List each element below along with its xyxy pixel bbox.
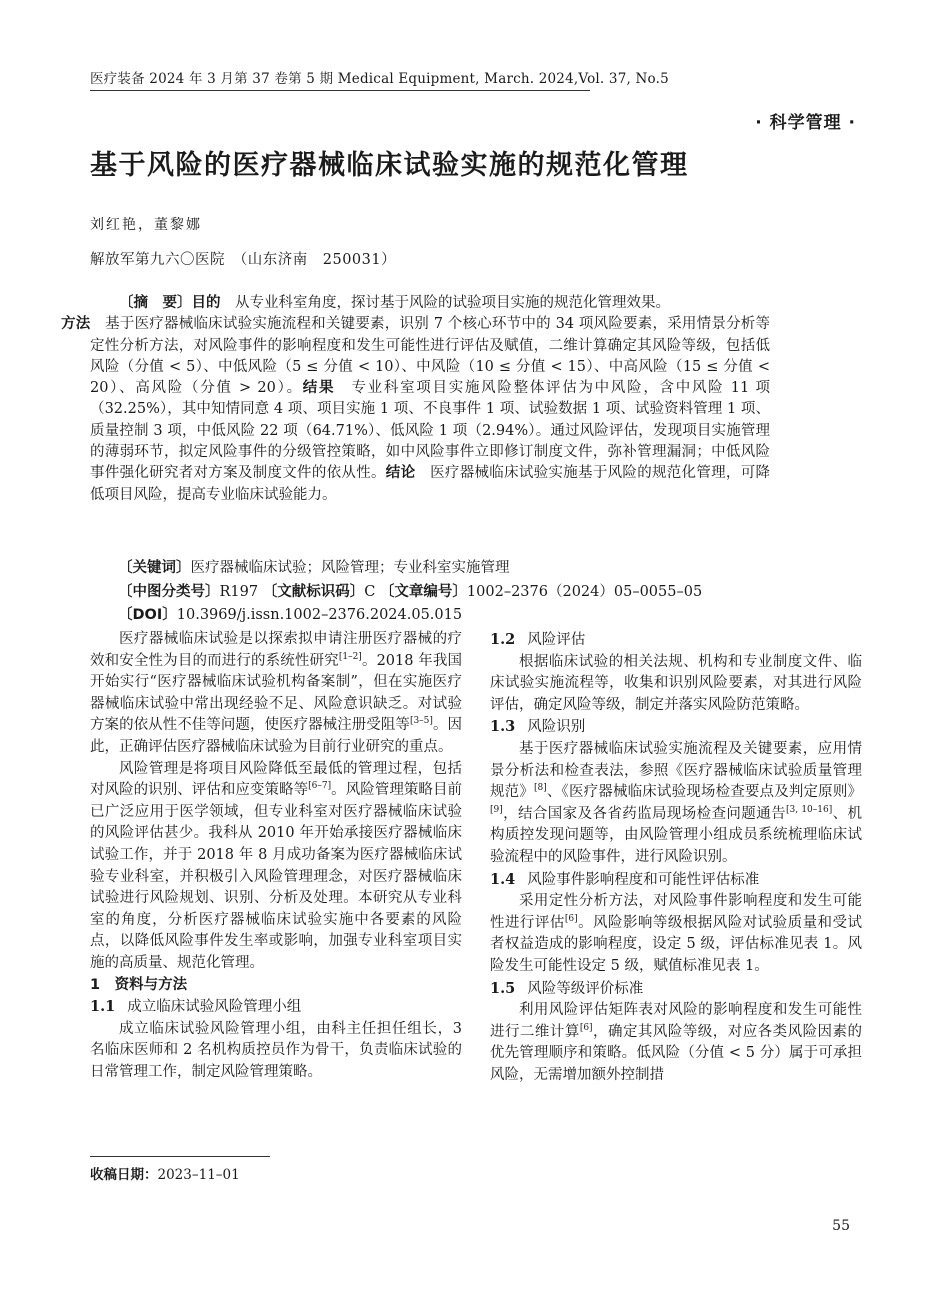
keywords-text: 医疗器械临床试验；风险管理；专业科室实施管理 bbox=[190, 560, 510, 576]
keywords-line bbox=[118, 558, 510, 579]
affiliation: 解放军第九六〇医院 （山东济南 250031） bbox=[90, 252, 397, 268]
citation[interactable]: [6] bbox=[579, 1022, 593, 1033]
received-label: 收稿日期： bbox=[90, 1167, 158, 1183]
abstract-purpose: 从专业科室角度，探讨基于风险的试验项目实施的规范化管理效果。 bbox=[220, 295, 670, 311]
section-heading-1-2: 1.2 风险评估 bbox=[490, 631, 586, 648]
body-paragraph: 医疗器械临床试验是以探索拟申请注册医疗器械的疗效和安全性为目的而进行的系统性研究[1–2]。2018 年我国开始实行“医疗器械临床试验机构备案制”，但在实施医疗器械临床试验中常出现经验不足、风险意识缺乏。对试验方案的依从性不佳等问题，使医疗器械注册受阻等[3–5]。因此，正确评估医疗器械临床试验为目前行业研究的重点。 bbox=[90, 631, 463, 755]
right-column bbox=[490, 629, 862, 1086]
doi-label: 〔DOI〕 bbox=[118, 607, 177, 623]
citation[interactable]: [3–5] bbox=[409, 716, 433, 727]
doi-value[interactable]: 10.3969/j.issn.1002–2376.2024.05.015 bbox=[176, 607, 463, 623]
footnote-rule bbox=[90, 1156, 270, 1157]
received-date bbox=[90, 1163, 240, 1183]
keywords-label: 〔关键词〕 bbox=[118, 560, 191, 576]
abstract-method-heading: 方法 bbox=[61, 316, 91, 333]
body-paragraph: 基于医疗器械临床试验实施流程及关键要素，应用情景分析法和检查表法，参照《医疗器械临床试验质量管理规范》[8]、《医疗器械临床试验现场检查要点及判定原则》[9]，结合国家及各省药监局现场检查问题通告[3, 10–16]、机构质控发现问题等，由风险管理小组成员系统梳理临床试验流程中的风险事件，进行风险识别。 bbox=[490, 740, 863, 865]
article-number-value: 1002–2376（2024）05–0055–05 bbox=[466, 584, 703, 600]
header-rule bbox=[90, 90, 590, 91]
citation[interactable]: [8] bbox=[533, 783, 547, 794]
abstract-conclusion-heading: 结论 bbox=[385, 465, 416, 482]
section-heading-1-5: 1.5 风险等级评价标准 bbox=[490, 979, 644, 997]
doc-code-value: C bbox=[364, 584, 376, 600]
article-title: 基于风险的医疗器械临床试验实施的规范化管理 bbox=[90, 150, 689, 181]
abstract-conclusion: 医疗器械临床试验实施基于风险的规范化管理，可降低项目风险，提高专业临床试验能力。 bbox=[90, 465, 771, 503]
body-paragraph: 利用风险评估矩阵表对风险的影响程度和发生可能性进行二维计算[6]，确定其风险等级，对应各类风险因素的优先管理顺序和策略。低风险（分值 < 5 分）属于可承担风险，无需增加额外控制措 bbox=[490, 1002, 862, 1083]
citation[interactable]: [6] bbox=[564, 913, 578, 924]
abstract-result-heading: 结果 bbox=[302, 380, 336, 397]
running-header: 医疗装备 2024 年 3 月第 37 卷第 5 期 Medical Equipment, March. 2024,Vol. 37, No.5 bbox=[90, 71, 669, 87]
article-number-label: 〔文章编号〕 bbox=[379, 584, 467, 600]
classification-line bbox=[118, 582, 702, 603]
citation[interactable]: [6–7] bbox=[308, 781, 332, 792]
clc-value: R197 bbox=[219, 584, 259, 600]
body-paragraph: 采用定性分析方法，对风险事件影响程度和发生可能性进行评估[6]。风险影响等级根据风险对试验质量和受试者权益造成的影响程度，设定 5 级，评估标准见表 1。风险发生可能性设定 5 级，赋值标准见表 1。 bbox=[490, 893, 862, 974]
section-heading-1: 1 资料与方法 bbox=[90, 976, 188, 993]
received-value: 2023–11–01 bbox=[157, 1167, 240, 1183]
citation[interactable]: [3, 10–16] bbox=[785, 804, 833, 815]
left-column bbox=[90, 629, 462, 1083]
page-number: 55 bbox=[832, 1218, 850, 1234]
section-heading-1-4: 1.4 风险事件影响程度和可能性评估标准 bbox=[490, 870, 760, 888]
section-heading-1-1: 1.1 成立临床试验风险管理小组 bbox=[90, 998, 302, 1016]
body-paragraph: 风险管理是将项目风险降低至最低的管理过程，包括对风险的识别、评估和应变策略等[6–7]。风险管理策略目前已广泛应用于医学领域，但专业科室对医疗器械临床试验的风险评估甚少。我科从 2010 年开始承接医疗器械临床试验工作，并于 2018 年 8 月成功备案为医疗器械临床试验专业科室，并积极引入风险管理理念，对医疗器械临床试验进行风险规划、识别、分析及处理。本研究从专业科室的角度，分析医疗器械临床试验实施中各要素的风险点，以降低风险事件发生率或影响，加强专业科室项目实施的高质量、规范化管理。 bbox=[90, 760, 463, 971]
abstract-result: 专业科室项目实施风险整体评估为中风险，含中风险 11 项（32.25%），其中知情同意 4 项、项目实施 1 项、不良事件 1 项、试验数据 1 项、试验资料管理 1 项、质量控制 3 项，中低风险 22 项（64.71%）、低风险 1 项（2.94%）。通过风险评估，发现项目实施管理的薄弱环节，拟定风险事件的分级管控策略，如中风险事件立即修订制度文件，弥补管理漏洞；中低风险事件强化研究者对方案及制度文件的依从性。 bbox=[90, 380, 771, 482]
section-label: · 科学管理 · bbox=[755, 113, 856, 133]
clc-label: 〔中图分类号〕 bbox=[118, 584, 220, 600]
doc-code-label: 〔文献标识码〕 bbox=[262, 584, 365, 600]
abstract bbox=[61, 293, 771, 506]
citation[interactable]: [1–2] bbox=[338, 651, 362, 662]
doi-line bbox=[118, 605, 462, 626]
section-heading-1-3: 1.3 风险识别 bbox=[490, 718, 586, 736]
authors: 刘红艳，董黎娜 bbox=[90, 217, 202, 233]
abstract-label: 〔摘 要〕 bbox=[119, 295, 192, 311]
body-paragraph: 成立临床试验风险管理小组，由科主任担任组长，3 名临床医师和 2 名机构质控员作为骨干，负责临床试验的日常管理工作，制定风险管理策略。 bbox=[90, 1020, 462, 1080]
citation[interactable]: [9] bbox=[490, 804, 503, 815]
abstract-method: 基于医疗器械临床试验实施流程和关键要素，识别 7 个核心环节中的 34 项风险要素，采用情景分析等定性分析方法，对风险事件的影响程度和发生可能性进行评估及赋值，二维计算确定其风险等级，包括低风险（分值 < 5）、中低风险（5 ≤ 分值 < 10）、中风险（10 ≤ 分值 < 15）、中高风险（15 ≤ 分值 < 20）、高风险（分值 > 20）。 bbox=[90, 316, 771, 397]
body-paragraph: 根据临床试验的相关法规、机构和专业制度文件、临床试验实施流程等，收集和识别风险要素，对其进行风险评估，确定风险等级，制定并落实风险防范策略。 bbox=[490, 653, 862, 713]
abstract-purpose-heading: 目的 bbox=[191, 295, 221, 311]
